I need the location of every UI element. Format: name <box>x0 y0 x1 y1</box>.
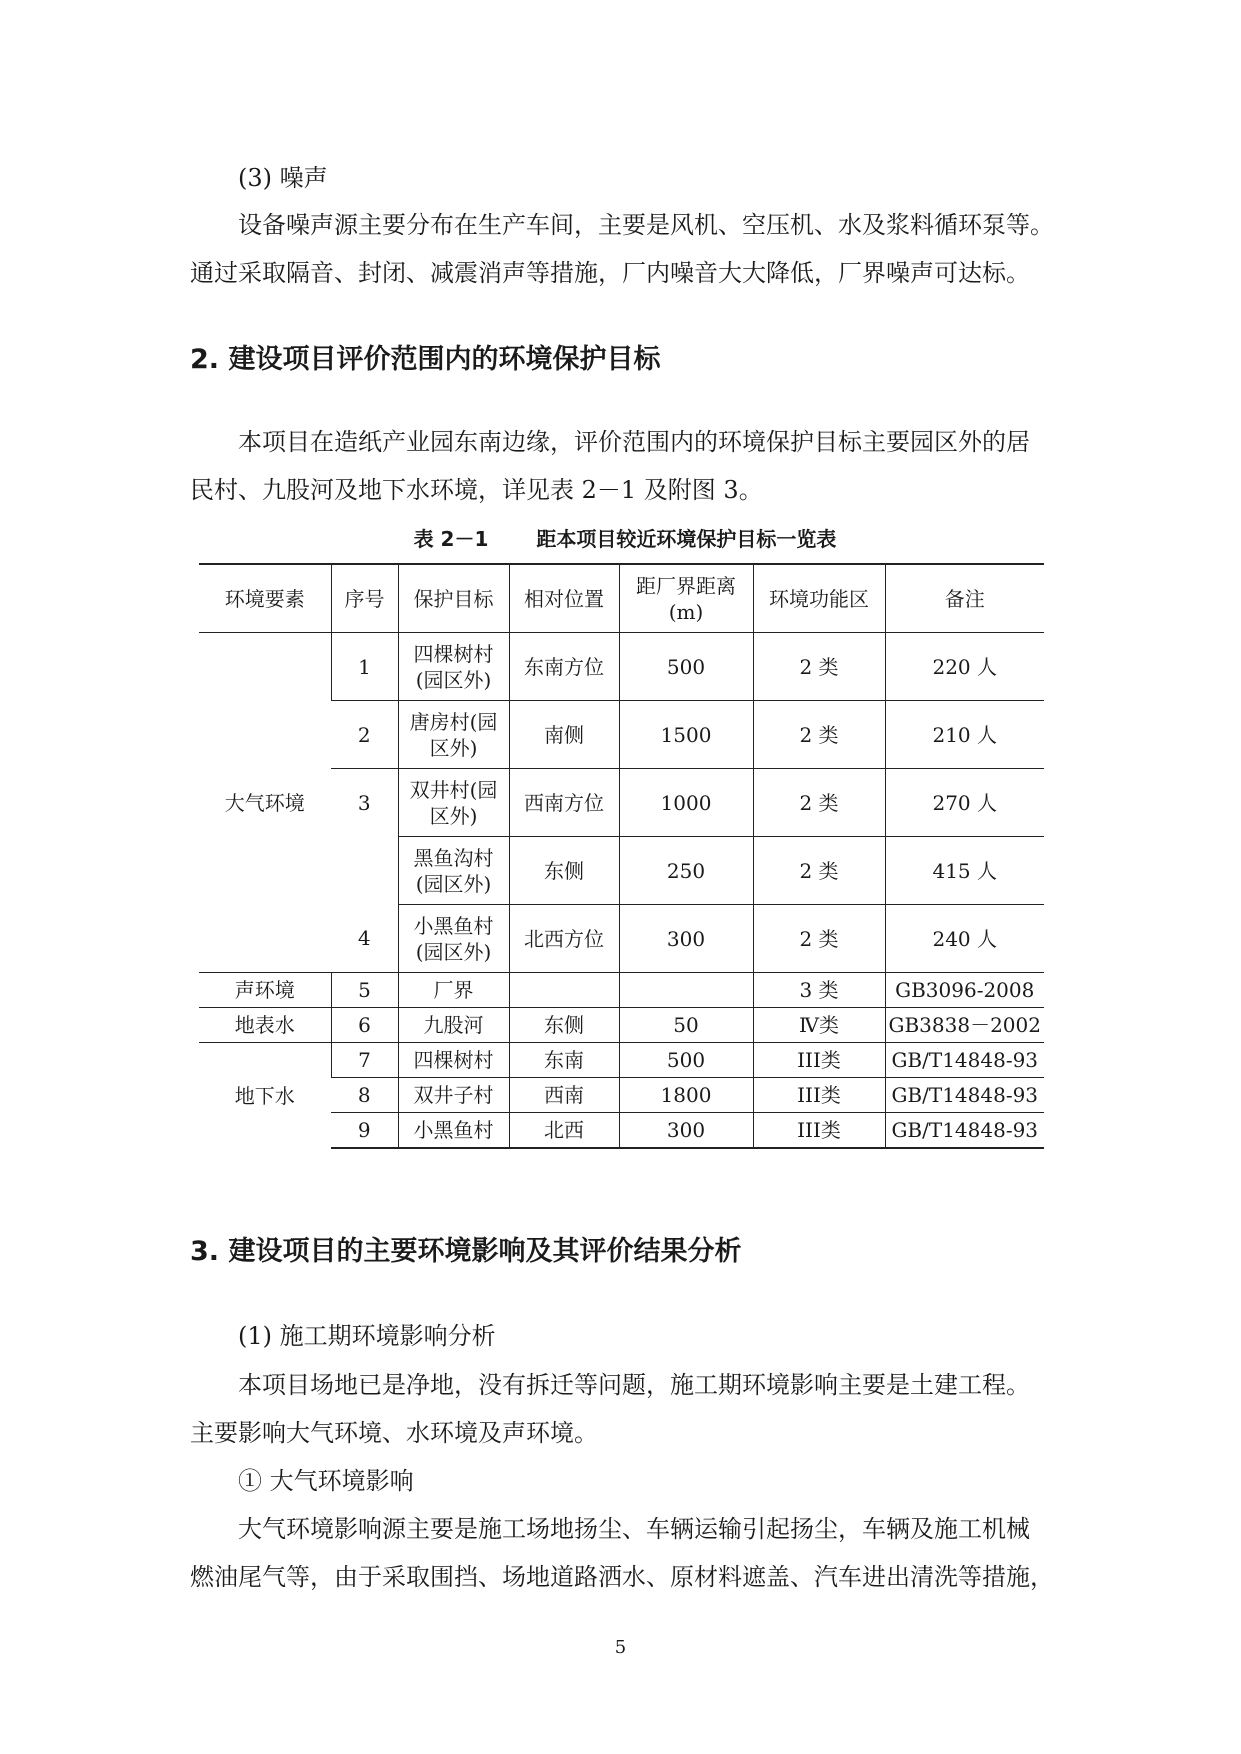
table-row <box>199 1043 1044 1078</box>
cell-distance: 500 <box>619 633 753 701</box>
cell-no: 6 <box>331 1008 398 1043</box>
cell-distance: 1000 <box>619 769 753 837</box>
paragraph-line: 民村、九股河及地下水环境，详见表 2－1 及附图 3。 <box>190 476 763 504</box>
cell-zone: III类 <box>753 1043 885 1078</box>
cell-target: 小黑鱼村 <box>398 1113 509 1149</box>
paragraph-line: 大气环境影响源主要是施工场地扬尘、车辆运输引起扬尘，车辆及施工机械 <box>238 1515 1030 1543</box>
table-caption-title: 距本项目较近环境保护目标一览表 <box>536 527 837 551</box>
cell-zone: 3 类 <box>753 973 885 1008</box>
paragraph-line: 本项目场地已是净地，没有拆迁等问题，施工期环境影响主要是土建工程。 <box>238 1371 1030 1399</box>
cell-distance: 250 <box>619 837 753 905</box>
cell-note: GB/T14848-93 <box>885 1043 1044 1078</box>
cell-position: 北西 <box>509 1113 619 1149</box>
cell-zone: 2 类 <box>753 837 885 905</box>
cell-no: 1 <box>331 633 398 701</box>
cell-no: 4 <box>357 926 371 951</box>
cell-no: 5 <box>331 973 398 1008</box>
cell-position: 南侧 <box>509 701 619 769</box>
cell-no: 8 <box>331 1078 398 1113</box>
table-header-cell: 环境功能区 <box>753 564 885 633</box>
paragraph-line: 燃油尾气等，由于采取围挡、场地道路洒水、原材料遮盖、汽车进出清洗等措施， <box>190 1563 1054 1591</box>
section-heading-2: 2. 建设项目评价范围内的环境保护目标 <box>190 344 661 375</box>
cell-note: 270 人 <box>885 769 1044 837</box>
cell-zone: 2 类 <box>753 633 885 701</box>
cell-position: 东南 <box>509 1043 619 1078</box>
cell-target: 小黑鱼村(园区外) <box>398 905 509 973</box>
cell-note: GB/T14848-93 <box>885 1078 1044 1113</box>
cell-distance: 300 <box>619 1113 753 1149</box>
cell-distance: 300 <box>619 905 753 973</box>
cell-position: 东侧 <box>509 1008 619 1043</box>
cell-position: 东南方位 <box>509 633 619 701</box>
noise-subheading: (3) 噪声 <box>238 164 328 192</box>
cell-target: 唐房村(园区外) <box>398 701 509 769</box>
cell-note: GB3838－2002 <box>885 1008 1044 1043</box>
cell-zone: 2 类 <box>753 769 885 837</box>
paragraph-line: 本项目在造纸产业园东南边缘，评价范围内的环境保护目标主要园区外的居 <box>238 428 1030 456</box>
table-header-cell: 保护目标 <box>398 564 509 633</box>
cell-target: 四棵树村 <box>398 1043 509 1078</box>
table-row <box>199 973 1044 1008</box>
cell-zone: 2 类 <box>753 701 885 769</box>
section-heading-3: 3. 建设项目的主要环境影响及其评价结果分析 <box>190 1236 742 1267</box>
group-cell-air: 大气环境 <box>199 633 331 973</box>
cell-zone: III类 <box>753 1113 885 1149</box>
cell-target: 黑鱼沟村(园区外) <box>398 837 509 905</box>
cell-target: 四棵树村(园区外) <box>398 633 509 701</box>
cell-note: GB/T14848-93 <box>885 1113 1044 1149</box>
paragraph-line: 主要影响大气环境、水环境及声环境。 <box>190 1419 598 1447</box>
table-caption <box>190 524 1060 554</box>
cell-distance: 50 <box>619 1008 753 1043</box>
table-header-cell: 距厂界距离(m) <box>619 564 753 633</box>
cell-position: 西南方位 <box>509 769 619 837</box>
group-cell-sound: 声环境 <box>199 973 331 1008</box>
protection-targets-table <box>199 563 1044 1149</box>
paragraph-line: 通过采取隔音、封闭、减震消声等措施，厂内噪音大大降低，厂界噪声可达标。 <box>190 259 1030 287</box>
cell-no: 7 <box>331 1043 398 1078</box>
cell-target: 双井子村 <box>398 1078 509 1113</box>
table-caption-number: 表 2－1 <box>413 527 489 551</box>
cell-no: 9 <box>331 1113 398 1149</box>
group-cell-surface-water: 地表水 <box>199 1008 331 1043</box>
cell-no <box>331 837 398 905</box>
cell-distance: 500 <box>619 1043 753 1078</box>
subsection-heading: ① 大气环境影响 <box>238 1467 414 1495</box>
cell-distance: 1500 <box>619 701 753 769</box>
table-row <box>199 633 1044 701</box>
subsection-heading: (1) 施工期环境影响分析 <box>238 1322 496 1350</box>
cell-distance <box>619 973 753 1008</box>
cell-zone: III类 <box>753 1078 885 1113</box>
cell-target: 九股河 <box>398 1008 509 1043</box>
cell-distance: 1800 <box>619 1078 753 1113</box>
table-header-cell: 序号 <box>331 564 398 633</box>
cell-note: 415 人 <box>885 837 1044 905</box>
cell-note: 220 人 <box>885 633 1044 701</box>
cell-no: 3 <box>331 769 398 837</box>
cell-zone: 2 类 <box>753 905 885 973</box>
cell-position <box>509 973 619 1008</box>
cell-target: 厂界 <box>398 973 509 1008</box>
cell-note: 240 人 <box>885 905 1044 973</box>
cell-target: 双井村(园区外) <box>398 769 509 837</box>
cell-zone: Ⅳ类 <box>753 1008 885 1043</box>
table-header-cell: 备注 <box>885 564 1044 633</box>
table-header-cell: 环境要素 <box>199 564 331 633</box>
cell-no: 2 <box>331 701 398 769</box>
table-header-cell: 相对位置 <box>509 564 619 633</box>
page-number: 5 <box>614 1637 627 1658</box>
cell-note: 210 人 <box>885 701 1044 769</box>
cell-position: 西南 <box>509 1078 619 1113</box>
table-row <box>199 1008 1044 1043</box>
group-cell-groundwater: 地下水 <box>199 1043 331 1149</box>
cell-position: 北西方位 <box>509 905 619 973</box>
table-header-row <box>199 564 1044 633</box>
cell-note: GB3096-2008 <box>885 973 1044 1008</box>
paragraph-line: 设备噪声源主要分布在生产车间，主要是风机、空压机、水及浆料循环泵等。 <box>238 211 1054 239</box>
cell-position: 东侧 <box>509 837 619 905</box>
